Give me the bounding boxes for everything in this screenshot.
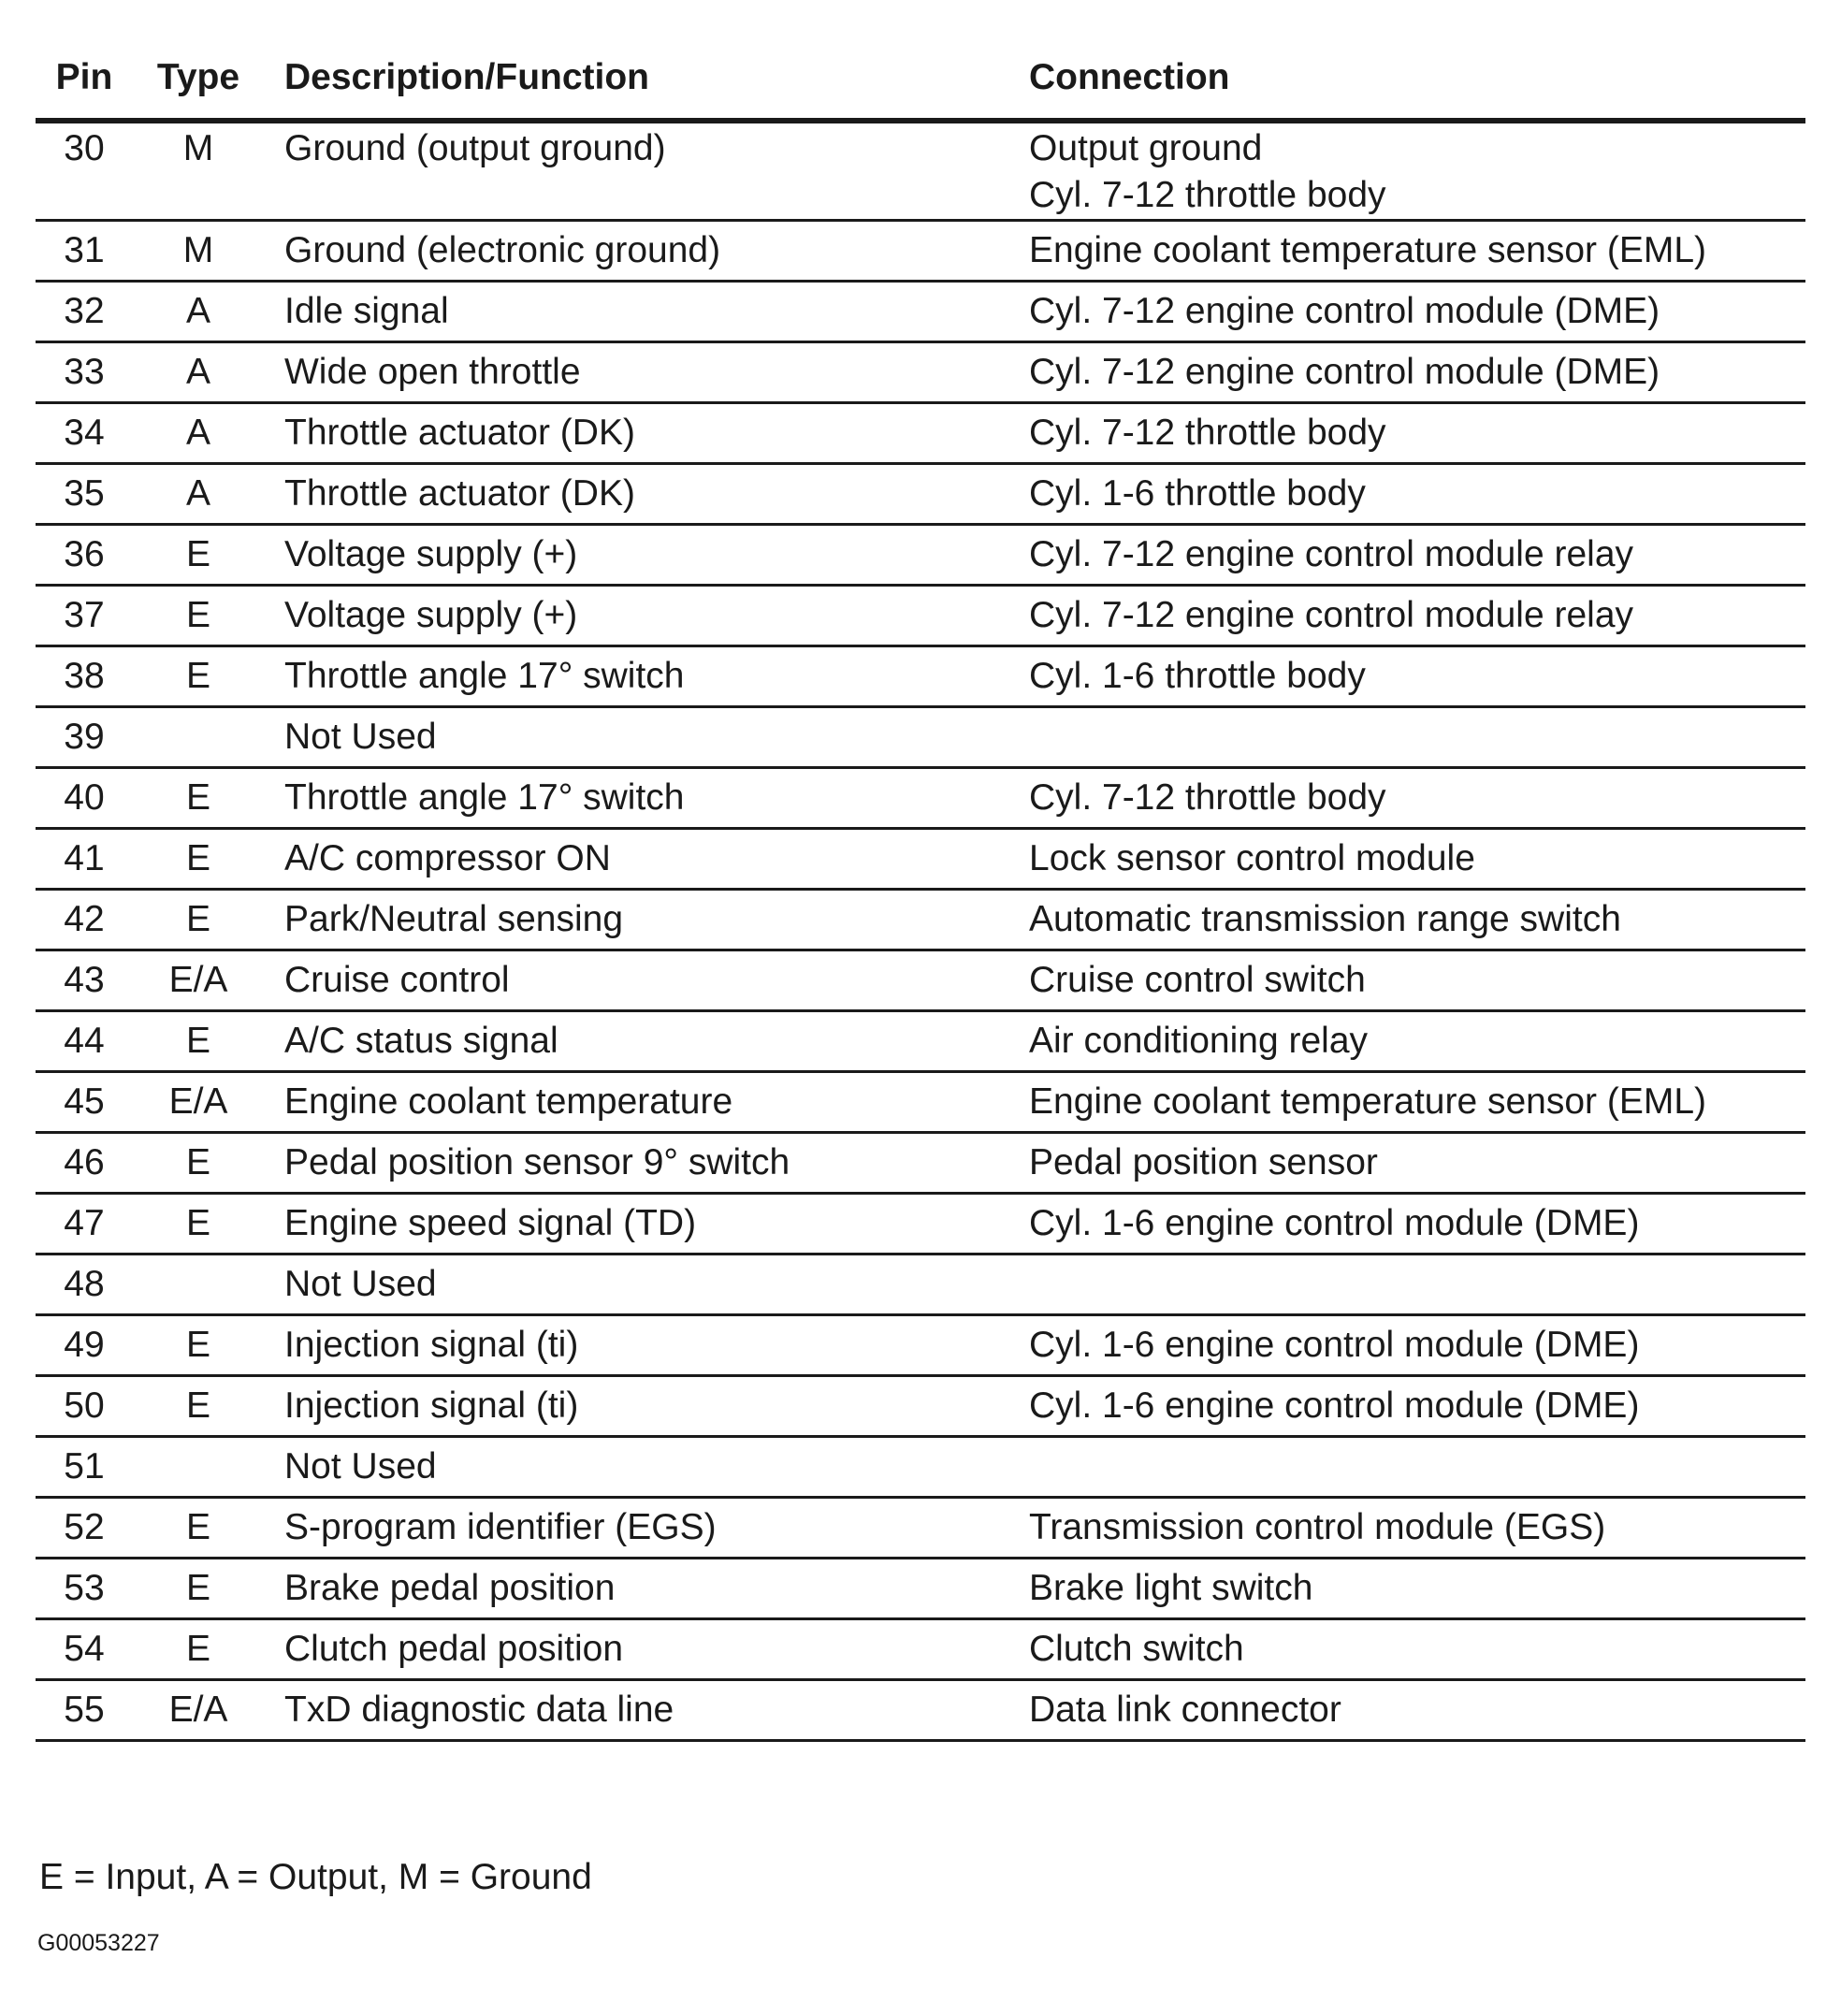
- table-row: [36, 1255, 1805, 1315]
- connection-line: Cyl. 7-12 throttle body: [1029, 175, 1386, 215]
- connection-cell: [1020, 342, 1805, 403]
- connection-line: Cyl. 7-12 engine control module relay: [1029, 534, 1634, 574]
- description-cell: Ground (electronic ground): [275, 221, 1020, 282]
- connection-cell: [1020, 1133, 1805, 1194]
- type-cell: E: [122, 1133, 275, 1194]
- pin-cell: 51: [36, 1437, 122, 1498]
- description-cell: Engine speed signal (TD): [275, 1194, 1020, 1255]
- pin-cell: 44: [36, 1011, 122, 1072]
- connection-cell: [1020, 1255, 1805, 1315]
- table-row: [36, 890, 1805, 950]
- description-cell: Brake pedal position: [275, 1559, 1020, 1619]
- connection-cell: [1020, 464, 1805, 525]
- pin-cell: 49: [36, 1315, 122, 1376]
- pin-cell: 37: [36, 586, 122, 646]
- description-cell: Voltage supply (+): [275, 525, 1020, 586]
- description-cell: Injection signal (ti): [275, 1376, 1020, 1437]
- table-row: [36, 646, 1805, 707]
- connection-cell: [1020, 282, 1805, 342]
- table-row: [36, 221, 1805, 282]
- description-cell: Not Used: [275, 707, 1020, 768]
- table-row: [36, 1133, 1805, 1194]
- description-cell: Throttle actuator (DK): [275, 464, 1020, 525]
- connection-cell: [1020, 525, 1805, 586]
- connection-cell: [1020, 1376, 1805, 1437]
- type-cell: [122, 707, 275, 768]
- pin-cell: 50: [36, 1376, 122, 1437]
- connection-line: Lock sensor control module: [1029, 838, 1475, 878]
- table-row: [36, 950, 1805, 1011]
- type-cell: E: [122, 1498, 275, 1559]
- table-header: [36, 37, 1805, 121]
- pin-cell: 54: [36, 1619, 122, 1680]
- connection-line: Cyl. 1-6 throttle body: [1029, 656, 1366, 696]
- pin-cell: 34: [36, 403, 122, 464]
- pin-cell: 41: [36, 829, 122, 890]
- connection-cell: [1020, 646, 1805, 707]
- pin-cell: 43: [36, 950, 122, 1011]
- connection-line: Cruise control switch: [1029, 960, 1366, 1000]
- description-cell: Injection signal (ti): [275, 1315, 1020, 1376]
- type-cell: [122, 1255, 275, 1315]
- pin-cell: 38: [36, 646, 122, 707]
- type-cell: E: [122, 1619, 275, 1680]
- type-cell: E/A: [122, 950, 275, 1011]
- description-cell: Wide open throttle: [275, 342, 1020, 403]
- header-pin: Pin: [36, 37, 122, 121]
- pin-cell: 39: [36, 707, 122, 768]
- table-row: [36, 121, 1805, 221]
- pin-cell: 52: [36, 1498, 122, 1559]
- type-cell: E/A: [122, 1072, 275, 1133]
- description-cell: Park/Neutral sensing: [275, 890, 1020, 950]
- description-cell: Not Used: [275, 1255, 1020, 1315]
- connection-line: Engine coolant temperature sensor (EML): [1029, 1081, 1707, 1122]
- type-cell: E: [122, 525, 275, 586]
- type-cell: E: [122, 1376, 275, 1437]
- type-cell: M: [122, 221, 275, 282]
- connection-line: Cyl. 1-6 engine control module (DME): [1029, 1385, 1640, 1426]
- connection-cell: [1020, 707, 1805, 768]
- table-row: [36, 282, 1805, 342]
- connection-cell: [1020, 1680, 1805, 1741]
- description-cell: A/C compressor ON: [275, 829, 1020, 890]
- pin-cell: 42: [36, 890, 122, 950]
- type-cell: M: [122, 121, 275, 221]
- pin-cell: 53: [36, 1559, 122, 1619]
- pin-cell: 30: [36, 121, 122, 221]
- connection-line: Clutch switch: [1029, 1629, 1244, 1669]
- table-row: [36, 1072, 1805, 1133]
- description-cell: Clutch pedal position: [275, 1619, 1020, 1680]
- connection-cell: [1020, 829, 1805, 890]
- type-cell: E: [122, 890, 275, 950]
- connection-cell: [1020, 768, 1805, 829]
- connection-cell: [1020, 950, 1805, 1011]
- description-cell: S-program identifier (EGS): [275, 1498, 1020, 1559]
- type-cell: E: [122, 1315, 275, 1376]
- table-row: [36, 403, 1805, 464]
- connection-cell: [1020, 1194, 1805, 1255]
- connection-cell: [1020, 890, 1805, 950]
- table-body: [36, 121, 1805, 1741]
- pin-cell: 48: [36, 1255, 122, 1315]
- pin-cell: 40: [36, 768, 122, 829]
- type-cell: E: [122, 1559, 275, 1619]
- table-row: [36, 1437, 1805, 1498]
- description-cell: A/C status signal: [275, 1011, 1020, 1072]
- type-cell: E: [122, 586, 275, 646]
- table-row: [36, 829, 1805, 890]
- connection-line: Automatic transmission range switch: [1029, 899, 1621, 939]
- type-cell: E/A: [122, 1680, 275, 1741]
- table-row: [36, 768, 1805, 829]
- connection-cell: [1020, 1619, 1805, 1680]
- pin-cell: 32: [36, 282, 122, 342]
- description-cell: Pedal position sensor 9° switch: [275, 1133, 1020, 1194]
- description-cell: Not Used: [275, 1437, 1020, 1498]
- connection-line: Output ground: [1029, 128, 1263, 168]
- connection-line: Cyl. 7-12 engine control module (DME): [1029, 291, 1660, 331]
- type-cell: E: [122, 1194, 275, 1255]
- connection-cell: [1020, 1011, 1805, 1072]
- description-cell: TxD diagnostic data line: [275, 1680, 1020, 1741]
- table-row: [36, 1376, 1805, 1437]
- table-row: [36, 586, 1805, 646]
- description-cell: Throttle angle 17° switch: [275, 646, 1020, 707]
- table-row: [36, 1559, 1805, 1619]
- table-row: [36, 1315, 1805, 1376]
- type-cell: E: [122, 646, 275, 707]
- type-cell: E: [122, 829, 275, 890]
- table-row: [36, 1680, 1805, 1741]
- pin-cell: 46: [36, 1133, 122, 1194]
- pin-cell: 36: [36, 525, 122, 586]
- pin-cell: 33: [36, 342, 122, 403]
- type-cell: A: [122, 403, 275, 464]
- description-cell: Idle signal: [275, 282, 1020, 342]
- table-row: [36, 1619, 1805, 1680]
- description-cell: Throttle actuator (DK): [275, 403, 1020, 464]
- type-cell: E: [122, 1011, 275, 1072]
- table-row: [36, 342, 1805, 403]
- table-row: [36, 1498, 1805, 1559]
- connection-line: Engine coolant temperature sensor (EML): [1029, 230, 1707, 270]
- connection-cell: [1020, 1559, 1805, 1619]
- connection-line: Air conditioning relay: [1029, 1021, 1369, 1061]
- description-cell: Ground (output ground): [275, 121, 1020, 221]
- connection-line: Cyl. 7-12 throttle body: [1029, 777, 1386, 818]
- connection-cell: [1020, 403, 1805, 464]
- connection-line: Brake light switch: [1029, 1568, 1313, 1608]
- pin-cell: 31: [36, 221, 122, 282]
- header-connection: Connection: [1020, 37, 1805, 121]
- type-cell: A: [122, 464, 275, 525]
- description-cell: Engine coolant temperature: [275, 1072, 1020, 1133]
- type-cell: [122, 1437, 275, 1498]
- connection-line: Cyl. 1-6 throttle body: [1029, 473, 1366, 514]
- description-cell: Voltage supply (+): [275, 586, 1020, 646]
- pin-cell: 55: [36, 1680, 122, 1741]
- connection-cell: [1020, 221, 1805, 282]
- connection-cell: [1020, 1072, 1805, 1133]
- connection-line: Transmission control module (EGS): [1029, 1507, 1606, 1547]
- connection-cell: [1020, 1437, 1805, 1498]
- table-row: [36, 525, 1805, 586]
- connection-cell: [1020, 121, 1805, 221]
- type-cell: A: [122, 342, 275, 403]
- pin-cell: 45: [36, 1072, 122, 1133]
- header-description: Description/Function: [275, 37, 1020, 121]
- connection-line: Pedal position sensor: [1029, 1142, 1378, 1182]
- pin-cell: 35: [36, 464, 122, 525]
- description-cell: Throttle angle 17° switch: [275, 768, 1020, 829]
- type-cell: E: [122, 768, 275, 829]
- connection-line: Cyl. 7-12 engine control module relay: [1029, 595, 1634, 635]
- description-cell: Cruise control: [275, 950, 1020, 1011]
- figure-id: G00053227: [37, 1930, 160, 1956]
- connection-line: Cyl. 7-12 engine control module (DME): [1029, 352, 1660, 392]
- pin-table: [36, 37, 1805, 1742]
- table-row: [36, 707, 1805, 768]
- connection-line: Cyl. 1-6 engine control module (DME): [1029, 1325, 1640, 1365]
- pin-cell: 47: [36, 1194, 122, 1255]
- header-row: [36, 37, 1805, 121]
- connection-line: Cyl. 7-12 throttle body: [1029, 413, 1386, 453]
- connection-line: Cyl. 1-6 engine control module (DME): [1029, 1203, 1640, 1243]
- table-row: [36, 464, 1805, 525]
- connection-cell: [1020, 1315, 1805, 1376]
- connection-cell: [1020, 586, 1805, 646]
- table-row: [36, 1194, 1805, 1255]
- pin-table-sheet: [36, 37, 1805, 1742]
- connection-cell: [1020, 1498, 1805, 1559]
- connection-line: Data link connector: [1029, 1690, 1341, 1730]
- header-type: Type: [122, 37, 275, 121]
- table-row: [36, 1011, 1805, 1072]
- type-cell: A: [122, 282, 275, 342]
- type-legend: E = Input, A = Output, M = Ground: [39, 1857, 592, 1897]
